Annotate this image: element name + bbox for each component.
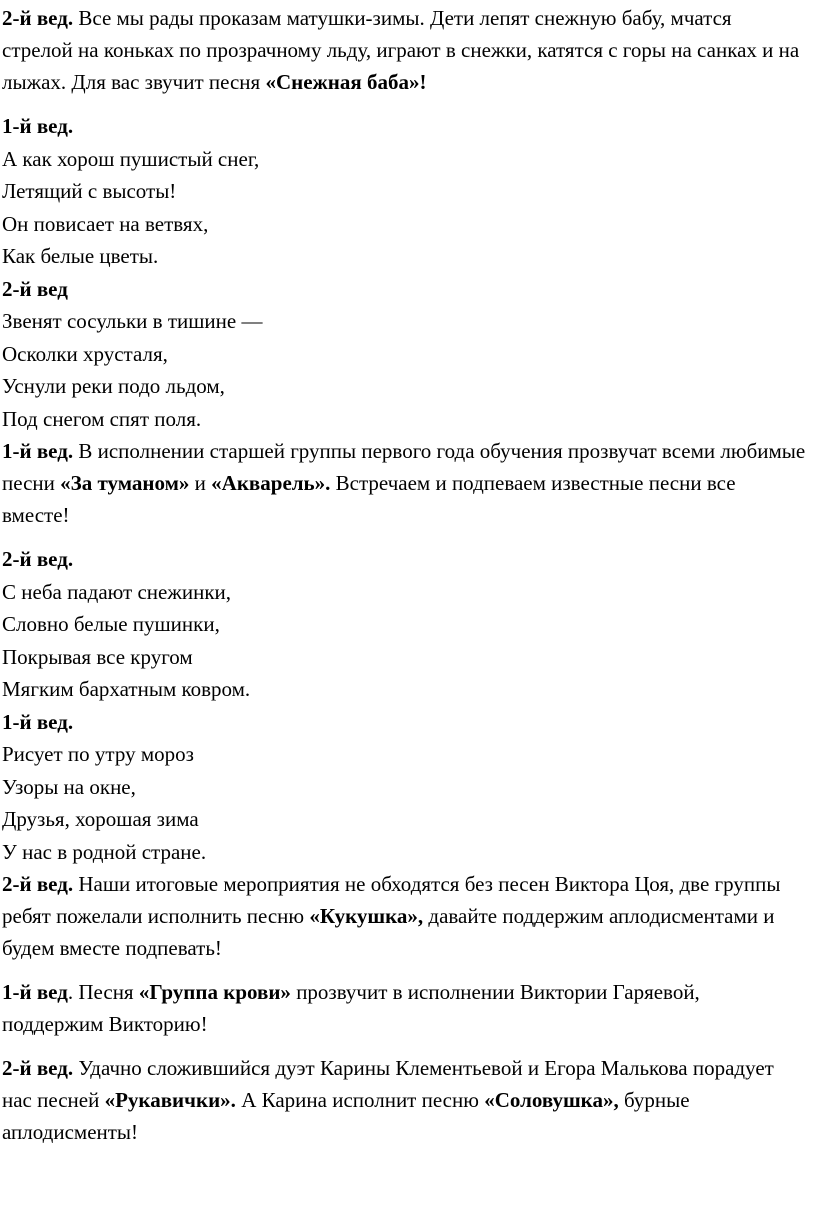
- verse-block-1: [2, 110, 806, 273]
- verse-line: Под снегом спят поля.: [2, 406, 202, 431]
- paragraph-text: . Песня: [67, 980, 139, 1004]
- paragraph-blood-type: [2, 976, 806, 1040]
- verse-line: Друзья, хорошая зима: [2, 807, 199, 831]
- speaker-label: 1-й вед.: [2, 114, 74, 138]
- paragraph-text: прозвучит в исполнении Виктории Гаряевой, поддержим Викторию!: [2, 980, 700, 1036]
- verse-line: Как белые цветы.: [2, 244, 159, 268]
- paragraph-text: и: [189, 471, 212, 495]
- speaker-label: 2-й вед.: [2, 1056, 74, 1080]
- verse-block-2: [2, 273, 806, 436]
- verse-line: А как хорош пушистый снег,: [2, 146, 260, 171]
- verse-line: Он повисает на ветвях,: [2, 211, 209, 236]
- paragraph-text: В исполнении старшей группы первого года обучения прозвучат всеми любимые песни: [2, 439, 806, 495]
- speaker-label: 2-й вед.: [2, 6, 74, 30]
- song-title: «Рукавички».: [104, 1088, 236, 1112]
- verse-line: Осколки хрусталя,: [2, 341, 168, 366]
- verse-line: Звенят сосульки в тишине —: [2, 309, 263, 333]
- paragraph-tsoi: [2, 868, 806, 964]
- verse-line: С неба падают снежинки,: [2, 579, 232, 604]
- verse-line: Узоры на окне,: [2, 774, 136, 799]
- paragraph-text: А Карина исполнит песню: [235, 1088, 485, 1112]
- song-title: «Соловушка»,: [484, 1088, 619, 1112]
- paragraph-text: давайте поддержим аплодисментами и будем вместе подпевать!: [2, 904, 775, 960]
- verse-block-3: [2, 543, 806, 706]
- speaker-label: 1-й вед.: [2, 439, 74, 463]
- speaker-label: 1-й вед.: [2, 709, 74, 734]
- paragraph-songs-1: [2, 435, 806, 531]
- speaker-label: 2-й вед.: [2, 872, 74, 896]
- verse-line: Уснули реки подо льдом,: [2, 374, 225, 398]
- verse-line: Мягким бархатным ковром.: [2, 677, 251, 701]
- verse-line: Покрывая все кругом: [2, 644, 193, 669]
- paragraph-intro: [2, 2, 806, 98]
- song-title: «Акварель».: [211, 471, 331, 495]
- speaker-label: 2-й вед: [2, 276, 68, 301]
- song-title: «Кукушка»,: [309, 904, 424, 928]
- verse-line: Словно белые пушинки,: [2, 612, 220, 636]
- paragraph-text: бурные аплодисменты!: [2, 1088, 690, 1144]
- verse-line: Рисует по утру мороз: [2, 742, 194, 766]
- paragraph-text: Удачно сложившийся дуэт Карины Клементьевой и Егора Малькова порадует нас песней: [2, 1056, 774, 1112]
- verse-line: У нас в родной стране.: [2, 839, 207, 864]
- speaker-label: 2-й вед.: [2, 547, 74, 571]
- paragraph-text: Встречаем и подпеваем известные песни все вместе!: [2, 471, 736, 527]
- paragraph-duet: [2, 1052, 806, 1148]
- verse-line: Летящий с высоты!: [2, 179, 177, 203]
- speaker-label: 1-й вед: [2, 980, 68, 1004]
- paragraph-text: Наши итоговые мероприятия не обходятся без песен Виктора Цоя, две группы ребят пожелали исполнить песню: [2, 872, 781, 928]
- verse-block-4: [2, 706, 806, 869]
- song-title: «За туманом»: [60, 471, 190, 495]
- song-title: «Снежная баба»!: [265, 70, 427, 94]
- paragraph-text: Все мы рады проказам матушки-зимы. Дети лепят снежную бабу, мчатся стрелой на коньках по прозрачному льду, играют в снежки, катятся с горы на санках и на лыжах. Для вас звучит песня: [2, 6, 800, 94]
- song-title: «Группа крови»: [138, 980, 291, 1004]
